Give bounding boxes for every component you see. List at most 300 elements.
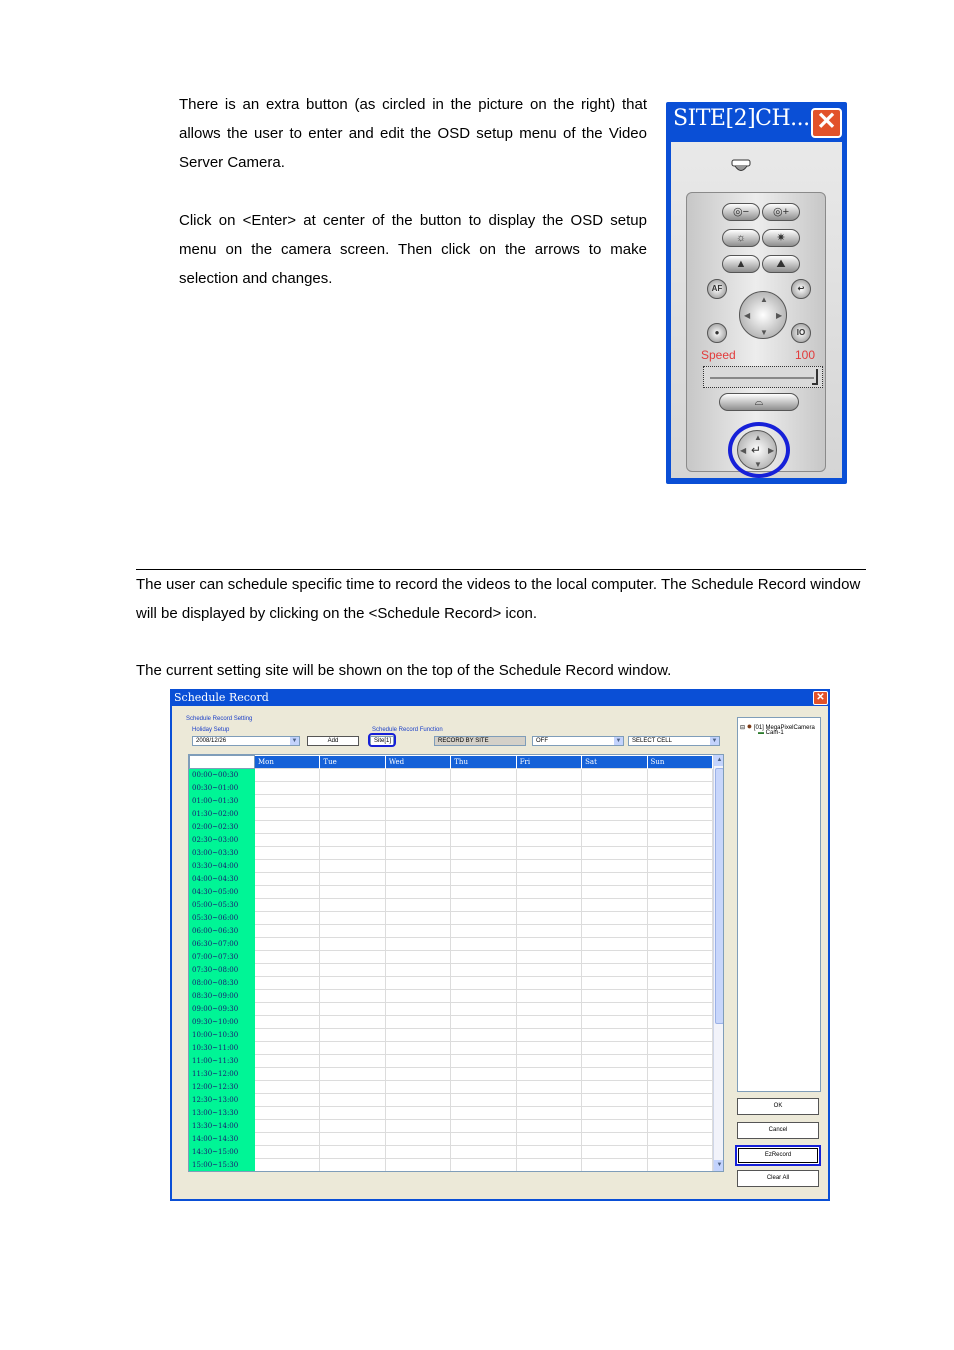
channel-icon: ▬: [758, 730, 764, 736]
schedule-cell[interactable]: [320, 938, 385, 951]
schedule-cell[interactable]: [385, 821, 450, 834]
arrow-down-icon[interactable]: ▼: [760, 328, 768, 337]
state-select[interactable]: [532, 736, 624, 746]
schedule-cell[interactable]: [516, 1016, 581, 1029]
schedule-cell[interactable]: [385, 847, 450, 860]
schedule-cell[interactable]: [451, 873, 516, 886]
schedule-cell[interactable]: [516, 782, 581, 795]
schedule-cell[interactable]: [255, 1133, 320, 1146]
focus-near-button[interactable]: ▲: [722, 255, 760, 273]
schedule-cell[interactable]: [255, 912, 320, 925]
schedule-cell[interactable]: [320, 769, 385, 782]
schedule-cell[interactable]: [385, 1146, 450, 1159]
schedule-cell[interactable]: [320, 1081, 385, 1094]
schedule-cell[interactable]: [516, 1159, 581, 1172]
schedule-cell[interactable]: [582, 977, 647, 990]
table-row: [190, 1068, 713, 1081]
speed-slider[interactable]: [703, 366, 823, 388]
schedule-cell[interactable]: [320, 1094, 385, 1107]
schedule-cell[interactable]: [385, 1042, 450, 1055]
schedule-cell[interactable]: [385, 990, 450, 1003]
schedule-cell[interactable]: [320, 1003, 385, 1016]
schedule-cell[interactable]: [582, 1042, 647, 1055]
grid-scrollbar[interactable]: [713, 755, 724, 1171]
schedule-cell[interactable]: [516, 1042, 581, 1055]
table-row: [190, 1094, 713, 1107]
schedule-cell[interactable]: [647, 1081, 712, 1094]
schedule-cell[interactable]: [582, 1094, 647, 1107]
schedule-cell[interactable]: [647, 795, 712, 808]
schedule-cell[interactable]: [451, 886, 516, 899]
schedule-cell[interactable]: [451, 899, 516, 912]
schedule-cell[interactable]: [320, 795, 385, 808]
schedule-cell[interactable]: [516, 769, 581, 782]
schedule-cell[interactable]: [647, 925, 712, 938]
schedule-cell[interactable]: [451, 1055, 516, 1068]
schedule-cell[interactable]: [451, 1081, 516, 1094]
schedule-cell[interactable]: [255, 873, 320, 886]
table-row: [190, 990, 713, 1003]
schedule-cell[interactable]: [385, 769, 450, 782]
schedule-cell[interactable]: [255, 977, 320, 990]
schedule-cell[interactable]: [647, 1133, 712, 1146]
group-label: Schedule Record Setting: [186, 716, 253, 722]
schedule-cell[interactable]: [451, 951, 516, 964]
schedule-cell[interactable]: [516, 964, 581, 977]
brightness-down-button[interactable]: ☼: [722, 229, 760, 247]
chevron-down-icon[interactable]: ▼: [711, 738, 718, 744]
schedule-cell[interactable]: [385, 834, 450, 847]
schedule-cell[interactable]: [255, 1094, 320, 1107]
ok-button[interactable]: OK: [737, 1098, 819, 1115]
schedule-cell[interactable]: [647, 782, 712, 795]
schedule-cell[interactable]: [647, 912, 712, 925]
schedule-cell[interactable]: [516, 1081, 581, 1094]
day-header[interactable]: Sun: [647, 756, 712, 769]
schedule-cell[interactable]: [451, 938, 516, 951]
schedule-cell[interactable]: [385, 782, 450, 795]
schedule-cell[interactable]: [451, 1016, 516, 1029]
chevron-down-icon[interactable]: ▼: [615, 738, 622, 744]
schedule-cell[interactable]: [451, 1133, 516, 1146]
schedule-cell[interactable]: [451, 977, 516, 990]
arrow-right-icon[interactable]: ▶: [768, 446, 775, 455]
schedule-cell[interactable]: [320, 1016, 385, 1029]
schedule-cell[interactable]: [385, 1016, 450, 1029]
schedule-cell[interactable]: [320, 886, 385, 899]
schedule-cell[interactable]: [516, 951, 581, 964]
iris-open-button[interactable]: ◎+: [762, 203, 800, 221]
schedule-cell[interactable]: [516, 990, 581, 1003]
schedule-cell[interactable]: [255, 951, 320, 964]
schedule-cell[interactable]: [582, 1055, 647, 1068]
schedule-cell[interactable]: [582, 1029, 647, 1042]
schedule-cell[interactable]: [647, 886, 712, 899]
schedule-cell[interactable]: [582, 873, 647, 886]
schedule-cell[interactable]: [647, 873, 712, 886]
schedule-cell[interactable]: [385, 1055, 450, 1068]
schedule-cell[interactable]: [385, 964, 450, 977]
schedule-cell[interactable]: [255, 1081, 320, 1094]
schedule-cell[interactable]: [255, 1003, 320, 1016]
table-row: [190, 1042, 713, 1055]
schedule-cell[interactable]: [451, 1107, 516, 1120]
schedule-cell[interactable]: [385, 938, 450, 951]
schedule-cell[interactable]: [647, 899, 712, 912]
arrow-up-icon[interactable]: ▲: [760, 295, 768, 304]
schedule-cell[interactable]: [647, 990, 712, 1003]
time-slot-label: 02:00~02:30: [190, 821, 255, 834]
schedule-cell[interactable]: [582, 990, 647, 1003]
schedule-cell[interactable]: [320, 808, 385, 821]
schedule-cell[interactable]: [320, 899, 385, 912]
schedule-cell[interactable]: [516, 821, 581, 834]
schedule-cell[interactable]: [255, 1159, 320, 1172]
schedule-cell[interactable]: [582, 951, 647, 964]
iris-close-button[interactable]: ◎−: [722, 203, 760, 221]
schedule-cell[interactable]: [647, 1016, 712, 1029]
schedule-cell[interactable]: [647, 1029, 712, 1042]
schedule-cell[interactable]: [647, 1120, 712, 1133]
schedule-cell[interactable]: [255, 782, 320, 795]
schedule-cell[interactable]: [647, 1159, 712, 1172]
time-slot-label: 01:30~02:00: [190, 808, 255, 821]
schedule-cell[interactable]: [385, 951, 450, 964]
schedule-cell[interactable]: [516, 977, 581, 990]
speed-value: 100: [795, 348, 816, 362]
arrow-left-icon[interactable]: ◀: [744, 311, 751, 320]
schedule-cell[interactable]: [647, 1003, 712, 1016]
schedule-cell[interactable]: [647, 1146, 712, 1159]
schedule-cell[interactable]: [320, 964, 385, 977]
schedule-cell[interactable]: [516, 1120, 581, 1133]
schedule-cell[interactable]: [647, 938, 712, 951]
schedule-cell[interactable]: [320, 1133, 385, 1146]
schedule-cell[interactable]: [516, 938, 581, 951]
schedule-cell[interactable]: [255, 964, 320, 977]
schedule-cell[interactable]: [582, 1120, 647, 1133]
schedule-cell[interactable]: [451, 782, 516, 795]
schedule-cell[interactable]: [451, 1003, 516, 1016]
schedule-cell[interactable]: [385, 808, 450, 821]
schedule-cell[interactable]: [255, 1042, 320, 1055]
camera-home-button[interactable]: ⌓: [719, 393, 799, 411]
schedule-cell[interactable]: [516, 808, 581, 821]
day-header[interactable]: Wed: [385, 756, 450, 769]
close-icon[interactable]: ✕: [813, 691, 828, 705]
schedule-cell[interactable]: [516, 1133, 581, 1146]
auto-focus-button[interactable]: AF: [707, 279, 727, 299]
schedule-cell[interactable]: [255, 925, 320, 938]
schedule-cell[interactable]: [320, 912, 385, 925]
table-row: [190, 925, 713, 938]
schedule-cell[interactable]: [451, 1029, 516, 1042]
expand-icon[interactable]: ⊟: [740, 725, 746, 731]
cancel-button[interactable]: Cancel: [737, 1122, 819, 1139]
schedule-cell[interactable]: [320, 847, 385, 860]
schedule-cell[interactable]: [516, 1107, 581, 1120]
schedule-cell[interactable]: [582, 938, 647, 951]
enter-icon[interactable]: ↵: [751, 443, 762, 457]
schedule-cell[interactable]: [582, 1107, 647, 1120]
schedule-cell[interactable]: [255, 860, 320, 873]
schedule-cell[interactable]: [582, 1159, 647, 1172]
schedule-cell[interactable]: [385, 925, 450, 938]
schedule-cell[interactable]: [516, 847, 581, 860]
window-title: Schedule Record: [174, 691, 269, 704]
schedule-cell[interactable]: [582, 795, 647, 808]
schedule-cell[interactable]: [647, 808, 712, 821]
schedule-cell[interactable]: [451, 912, 516, 925]
schedule-cell[interactable]: [582, 782, 647, 795]
schedule-cell[interactable]: [582, 860, 647, 873]
schedule-cell[interactable]: [385, 1133, 450, 1146]
schedule-cell[interactable]: [647, 1042, 712, 1055]
schedule-cell[interactable]: [255, 1016, 320, 1029]
table-row: [190, 1146, 713, 1159]
time-slot-label: 13:00~13:30: [190, 1107, 255, 1120]
schedule-cell[interactable]: [516, 1146, 581, 1159]
schedule-cell[interactable]: [385, 1081, 450, 1094]
time-slot-label: 08:00~08:30: [190, 977, 255, 990]
table-row: [190, 873, 713, 886]
schedule-cell[interactable]: [320, 1159, 385, 1172]
day-header[interactable]: Tue: [320, 756, 385, 769]
schedule-cell[interactable]: [582, 834, 647, 847]
schedule-cell[interactable]: [320, 951, 385, 964]
schedule-cell[interactable]: [451, 1042, 516, 1055]
schedule-cell[interactable]: [582, 847, 647, 860]
schedule-cell[interactable]: [255, 1068, 320, 1081]
scrollbar-thumb[interactable]: [715, 768, 724, 1024]
schedule-cell[interactable]: [647, 964, 712, 977]
schedule-cell[interactable]: [451, 769, 516, 782]
schedule-cell[interactable]: [385, 899, 450, 912]
schedule-cell[interactable]: [255, 938, 320, 951]
schedule-cell[interactable]: [385, 1003, 450, 1016]
schedule-cell[interactable]: [385, 1029, 450, 1042]
schedule-cell[interactable]: [516, 1003, 581, 1016]
schedule-cell[interactable]: [385, 886, 450, 899]
schedule-cell[interactable]: [647, 769, 712, 782]
arrow-left-icon[interactable]: ◀: [740, 446, 747, 455]
schedule-cell[interactable]: [647, 834, 712, 847]
schedule-cell[interactable]: [255, 886, 320, 899]
schedule-cell[interactable]: [320, 1107, 385, 1120]
schedule-cell[interactable]: [516, 860, 581, 873]
day-header[interactable]: Mon: [255, 756, 320, 769]
schedule-cell[interactable]: [516, 1094, 581, 1107]
arrow-right-icon[interactable]: ▶: [776, 311, 783, 320]
schedule-cell[interactable]: [320, 834, 385, 847]
schedule-cell[interactable]: [255, 1146, 320, 1159]
record-button[interactable]: ●: [707, 323, 727, 343]
schedule-cell[interactable]: [320, 1042, 385, 1055]
schedule-cell[interactable]: [255, 847, 320, 860]
schedule-cell[interactable]: [320, 782, 385, 795]
holiday-date-field[interactable]: [192, 736, 300, 746]
schedule-cell[interactable]: [516, 1068, 581, 1081]
schedule-cell[interactable]: [516, 912, 581, 925]
chevron-down-icon[interactable]: ▼: [714, 1160, 724, 1171]
schedule-cell[interactable]: [582, 912, 647, 925]
schedule-cell[interactable]: [320, 873, 385, 886]
table-row: [190, 821, 713, 834]
schedule-cell[interactable]: [320, 860, 385, 873]
schedule-cell[interactable]: [451, 808, 516, 821]
schedule-cell[interactable]: [516, 834, 581, 847]
schedule-cell[interactable]: [385, 977, 450, 990]
schedule-cell[interactable]: [516, 886, 581, 899]
schedule-cell[interactable]: [647, 847, 712, 860]
schedule-grid: [188, 754, 724, 1172]
day-header[interactable]: Sat: [582, 756, 647, 769]
clear-all-button[interactable]: Clear All: [737, 1170, 819, 1187]
schedule-cell[interactable]: [320, 1068, 385, 1081]
time-slot-label: 14:00~14:30: [190, 1133, 255, 1146]
schedule-cell[interactable]: [582, 1016, 647, 1029]
schedule-cell[interactable]: [320, 1120, 385, 1133]
close-icon[interactable]: ✕: [811, 108, 842, 138]
schedule-cell[interactable]: [451, 795, 516, 808]
schedule-cell[interactable]: [320, 990, 385, 1003]
schedule-cell[interactable]: [451, 1146, 516, 1159]
schedule-cell[interactable]: [582, 769, 647, 782]
table-row: [190, 1081, 713, 1094]
time-slot-label: 01:00~01:30: [190, 795, 255, 808]
chevron-up-icon[interactable]: ▲: [714, 755, 724, 766]
ezrecord-button[interactable]: EzRecord: [735, 1145, 821, 1166]
brightness-up-button[interactable]: ✷: [762, 229, 800, 247]
time-slot-label: 00:00~00:30: [190, 769, 255, 782]
day-header[interactable]: Fri: [516, 756, 581, 769]
time-slot-label: 07:00~07:30: [190, 951, 255, 964]
schedule-cell[interactable]: [451, 821, 516, 834]
schedule-cell[interactable]: [516, 1029, 581, 1042]
tree-child[interactable]: [758, 730, 784, 736]
schedule-cell[interactable]: [320, 925, 385, 938]
schedule-cell[interactable]: [647, 951, 712, 964]
schedule-cell[interactable]: [255, 990, 320, 1003]
table-row: [190, 1029, 713, 1042]
schedule-cell[interactable]: [255, 834, 320, 847]
schedule-cell[interactable]: [320, 821, 385, 834]
schedule-cell[interactable]: [647, 860, 712, 873]
time-slot-label: 04:00~04:30: [190, 873, 255, 886]
schedule-cell[interactable]: [582, 1146, 647, 1159]
schedule-cell[interactable]: [385, 1107, 450, 1120]
schedule-cell[interactable]: [647, 1107, 712, 1120]
schedule-cell[interactable]: [255, 899, 320, 912]
schedule-cell[interactable]: [451, 1068, 516, 1081]
schedule-cell[interactable]: [647, 821, 712, 834]
table-row: [190, 964, 713, 977]
schedule-cell[interactable]: [255, 795, 320, 808]
site-field[interactable]: Site[1]: [370, 736, 394, 746]
cell-select[interactable]: [628, 736, 720, 746]
arrow-up-icon[interactable]: ▲: [754, 433, 762, 442]
slider-thumb[interactable]: [812, 369, 818, 385]
table-row: [190, 1120, 713, 1133]
schedule-cell[interactable]: [451, 1120, 516, 1133]
chevron-down-icon[interactable]: ▼: [291, 738, 298, 744]
schedule-cell[interactable]: [385, 912, 450, 925]
schedule-cell[interactable]: [385, 873, 450, 886]
schedule-cell[interactable]: [582, 899, 647, 912]
schedule-cell[interactable]: [451, 1159, 516, 1172]
time-slot-label: 06:30~07:00: [190, 938, 255, 951]
time-slot-label: 09:30~10:00: [190, 1016, 255, 1029]
schedule-cell[interactable]: [385, 795, 450, 808]
schedule-cell[interactable]: [582, 1003, 647, 1016]
schedule-cell[interactable]: [451, 925, 516, 938]
schedule-cell[interactable]: [451, 964, 516, 977]
camera-icon: ●: [746, 721, 753, 731]
back-button[interactable]: ↩: [791, 279, 811, 299]
record-mode-field: RECORD BY SITE: [434, 736, 526, 746]
add-button[interactable]: Add: [307, 736, 359, 746]
focus-far-button[interactable]: ⛰: [762, 255, 800, 273]
schedule-cell[interactable]: [320, 1146, 385, 1159]
schedule-cell[interactable]: [582, 1081, 647, 1094]
schedule-cell[interactable]: [320, 1055, 385, 1068]
schedule-cell[interactable]: [451, 990, 516, 1003]
schedule-cell[interactable]: [385, 1159, 450, 1172]
schedule-cell[interactable]: [255, 1029, 320, 1042]
schedule-cell[interactable]: [516, 899, 581, 912]
day-header[interactable]: Thu: [451, 756, 516, 769]
schedule-cell[interactable]: [385, 1068, 450, 1081]
pan-tilt-pad[interactable]: [739, 291, 787, 339]
schedule-cell[interactable]: [255, 769, 320, 782]
schedule-cell[interactable]: [451, 834, 516, 847]
arrow-down-icon[interactable]: ▼: [754, 460, 762, 469]
schedule-cell[interactable]: [451, 847, 516, 860]
schedule-cell[interactable]: [255, 821, 320, 834]
schedule-cell[interactable]: [451, 1094, 516, 1107]
schedule-cell[interactable]: [582, 925, 647, 938]
schedule-cell[interactable]: [582, 1133, 647, 1146]
schedule-cell[interactable]: [582, 821, 647, 834]
schedule-cell[interactable]: [582, 808, 647, 821]
schedule-cell[interactable]: [255, 1055, 320, 1068]
schedule-cell[interactable]: [255, 808, 320, 821]
schedule-cell[interactable]: [255, 1107, 320, 1120]
schedule-cell[interactable]: [516, 1055, 581, 1068]
schedule-cell[interactable]: [385, 1094, 450, 1107]
schedule-cell[interactable]: [516, 925, 581, 938]
schedule-cell[interactable]: [582, 886, 647, 899]
schedule-cell[interactable]: [451, 860, 516, 873]
schedule-cell[interactable]: [320, 1029, 385, 1042]
schedule-record-window: [170, 689, 830, 1201]
table-row: [190, 899, 713, 912]
schedule-cell[interactable]: [516, 873, 581, 886]
schedule-cell[interactable]: [582, 964, 647, 977]
schedule-cell[interactable]: [385, 1120, 450, 1133]
schedule-cell[interactable]: [255, 1120, 320, 1133]
schedule-cell[interactable]: [647, 1055, 712, 1068]
schedule-cell[interactable]: [320, 977, 385, 990]
schedule-cell[interactable]: [385, 860, 450, 873]
schedule-cell[interactable]: [647, 977, 712, 990]
table-row: [190, 834, 713, 847]
schedule-cell[interactable]: [582, 1068, 647, 1081]
schedule-cell[interactable]: [516, 795, 581, 808]
io-button[interactable]: IO: [791, 323, 811, 343]
schedule-cell[interactable]: [647, 1094, 712, 1107]
schedule-cell[interactable]: [647, 1068, 712, 1081]
